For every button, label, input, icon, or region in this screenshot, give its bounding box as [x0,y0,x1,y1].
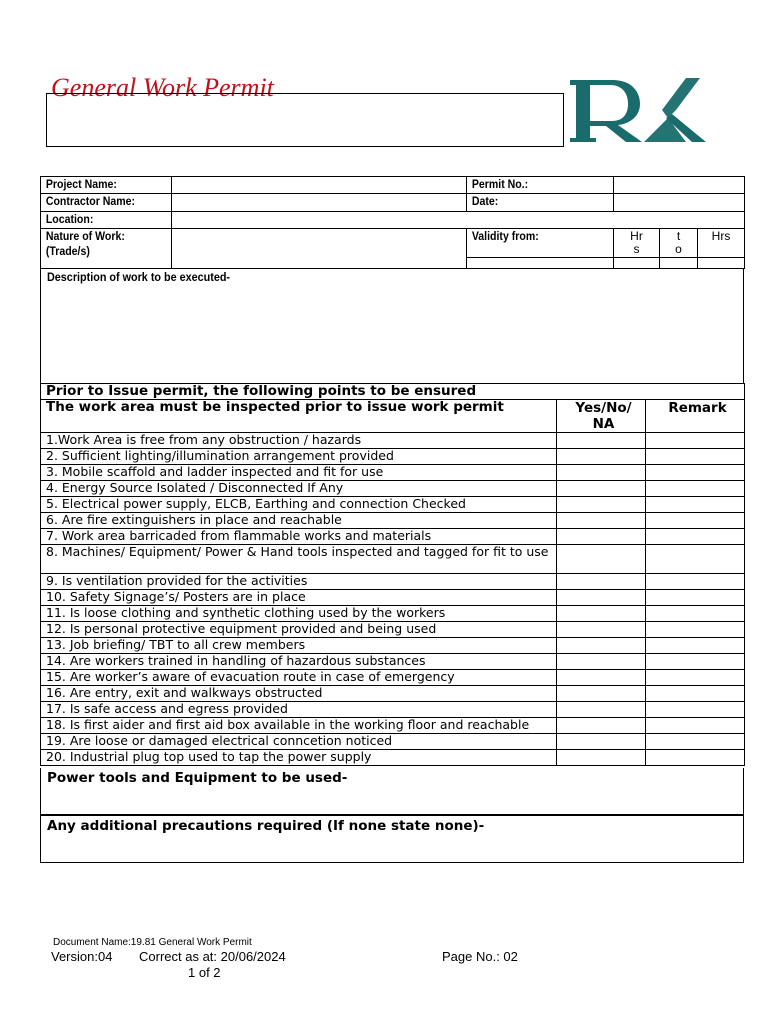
checklist-yes-no-cell[interactable] [557,606,646,622]
checklist-remark-cell[interactable] [646,449,745,465]
checklist-item-text: 1.Work Area is free from any obstruction / hazards [41,433,557,449]
hrs-to-field[interactable] [698,258,739,269]
checklist-row [41,545,745,574]
checklist-row [41,481,745,497]
checklist-item-text: 5. Electrical power supply, ELCB, Earthing and connection Checked [41,497,557,513]
checklist-item-text: 7. Work area barricaded from flammable works and materials [41,529,557,545]
checklist-item-text: 12. Is personal protective equipment provided and being used [41,622,557,638]
title-box [46,93,564,147]
checklist-remark-cell[interactable] [646,734,745,750]
validity-from-label: Validity from: [467,229,596,258]
checklist-row [41,622,745,638]
checklist-yes-no-cell[interactable] [557,750,646,766]
yes-no-na-header [557,400,646,433]
checklist-row [41,734,745,750]
company-logo [568,74,708,146]
checklist-item-text: 4. Energy Source Isolated / Disconnected If Any [41,481,557,497]
checklist-remark-cell[interactable] [646,750,745,766]
footer-page-no: Page No.: 02 [442,949,518,964]
checklist-yes-no-cell[interactable] [557,465,646,481]
checklist-item-text: 8. Machines/ Equipment/ Power & Hand tools inspected and tagged for fit to use [41,545,557,574]
checklist-yes-no-cell[interactable] [557,497,646,513]
project-name-field[interactable] [172,177,432,194]
description-label: Description of work to be executed- [47,270,231,284]
remark-header: Remark [646,400,745,433]
checklist-remark-cell[interactable] [646,654,745,670]
checklist-remark-cell[interactable] [646,574,745,590]
permit-info-table [40,176,745,269]
checklist-heading: Prior to Issue permit, the following points to be ensured [41,384,745,400]
checklist-remark-cell[interactable] [646,718,745,734]
nature-of-work-field[interactable] [172,229,432,269]
checklist-remark-cell[interactable] [646,590,745,606]
hrs-to-label: Hrs [698,229,745,258]
checklist-row [41,497,745,513]
checklist-yes-no-cell[interactable] [557,654,646,670]
checklist-yes-no-cell[interactable] [557,702,646,718]
checklist-item-text: 9. Is ventilation provided for the activities [41,574,557,590]
checklist-table [40,383,745,766]
contractor-name-field[interactable] [172,194,432,212]
checklist-remark-cell[interactable] [646,622,745,638]
precautions-box[interactable] [40,815,744,863]
checklist-row [41,449,745,465]
checklist-yes-no-cell[interactable] [557,574,646,590]
power-tools-label: Power tools and Equipment to be used- [47,770,348,786]
checklist-remark-cell[interactable] [646,481,745,497]
hrs-from-line-2: s [633,242,640,256]
project-name-label: Project Name: [41,177,156,194]
description-box[interactable] [40,268,744,384]
date-field[interactable] [614,194,729,212]
checklist-row [41,574,745,590]
checklist-row [41,702,745,718]
checklist-row [41,670,745,686]
checklist-yes-no-cell[interactable] [557,686,646,702]
yes-no-header-line-2: NA [592,416,615,432]
yes-no-header-line-1: Yes/No/ [575,400,632,416]
footer-document-name: Document Name:19.81 General Work Permit [53,937,252,948]
hrs-from-label [614,229,660,258]
checklist-remark-cell[interactable] [646,638,745,654]
checklist-remark-cell[interactable] [646,702,745,718]
checklist-row [41,750,745,766]
footer-version: Version:04 [51,949,113,964]
to-label [660,229,698,258]
contractor-name-label: Contractor Name: [41,194,156,212]
checklist-yes-no-cell[interactable] [557,670,646,686]
location-field[interactable] [172,212,676,229]
checklist-row [41,465,745,481]
checklist-item-text: 18. Is first aider and first aid box available in the working floor and reachable [41,718,557,734]
checklist-item-text: 20. Industrial plug top used to tap the power supply [41,750,557,766]
checklist-remark-cell[interactable] [646,433,745,449]
checklist-row [41,606,745,622]
footer-correct-date: Correct as at: 20/06/2024 [139,949,286,964]
hrs-from-line-1: Hr [630,229,643,243]
checklist-item-text: 16. Are entry, exit and walkways obstructed [41,686,557,702]
permit-no-field[interactable] [614,177,729,194]
checklist-yes-no-cell[interactable] [557,481,646,497]
checklist-remark-cell[interactable] [646,513,745,529]
checklist-row [41,654,745,670]
nature-of-work-label [41,229,156,269]
checklist-row [41,433,745,449]
rk-logo-icon [568,74,708,146]
checklist-remark-cell[interactable] [646,606,745,622]
checklist-row [41,686,745,702]
checklist-remark-cell[interactable] [646,670,745,686]
checklist-yes-no-cell[interactable] [557,590,646,606]
power-tools-box[interactable] [40,768,744,815]
checklist-item-text: 13. Job briefing/ TBT to all crew members [41,638,557,654]
checklist-item-text: 19. Are loose or damaged electrical conncetion noticed [41,734,557,750]
checklist-item-text: 15. Are worker’s aware of evacuation route in case of emergency [41,670,557,686]
checklist-row [41,590,745,606]
to-line-2: o [675,242,682,256]
checklist-item-text: 6. Are fire extinguishers in place and reachable [41,513,557,529]
checklist-yes-no-cell[interactable] [557,622,646,638]
checklist-yes-no-cell[interactable] [557,718,646,734]
checklist-row [41,513,745,529]
checklist-remark-cell[interactable] [646,686,745,702]
to-line-1: t [676,229,681,243]
precautions-label: Any additional precautions required (If none state none)- [47,818,485,834]
to-field[interactable] [660,258,693,269]
checklist-item-text: 2. Sufficient lighting/illumination arrangement provided [41,449,557,465]
nature-of-work-line-1: Nature of Work: [45,229,125,243]
checklist-subheading: The work area must be inspected prior to issue work permit [41,400,557,433]
checklist-yes-no-cell[interactable] [557,545,646,574]
validity-from-field[interactable] [467,258,596,269]
checklist-item-text: 17. Is safe access and egress provided [41,702,557,718]
permit-no-label: Permit No.: [467,177,596,194]
checklist-yes-no-cell[interactable] [557,638,646,654]
checklist-remark-cell[interactable] [646,545,745,574]
checklist-yes-no-cell[interactable] [557,513,646,529]
checklist-yes-no-cell[interactable] [557,734,646,750]
checklist-row [41,529,745,545]
checklist-item-text: 10. Safety Signage’s/ Posters are in place [41,590,557,606]
location-label: Location: [41,212,156,229]
checklist-row [41,638,745,654]
checklist-remark-cell[interactable] [646,497,745,513]
checklist-item-text: 3. Mobile scaffold and ladder inspected and fit for use [41,465,557,481]
nature-of-work-line-2: (Trade/s) [45,244,90,258]
checklist-yes-no-cell[interactable] [557,529,646,545]
checklist-row [41,718,745,734]
hrs-from-field[interactable] [614,258,654,269]
checklist-item-text: 11. Is loose clothing and synthetic clothing used by the workers [41,606,557,622]
checklist-yes-no-cell[interactable] [557,449,646,465]
document-title: General Work Permit [51,73,274,102]
checklist-remark-cell[interactable] [646,529,745,545]
checklist-item-text: 14. Are workers trained in handling of hazardous substances [41,654,557,670]
checklist-yes-no-cell[interactable] [557,433,646,449]
date-label: Date: [467,194,596,212]
checklist-remark-cell[interactable] [646,465,745,481]
footer-page-of: 1 of 2 [188,965,221,980]
